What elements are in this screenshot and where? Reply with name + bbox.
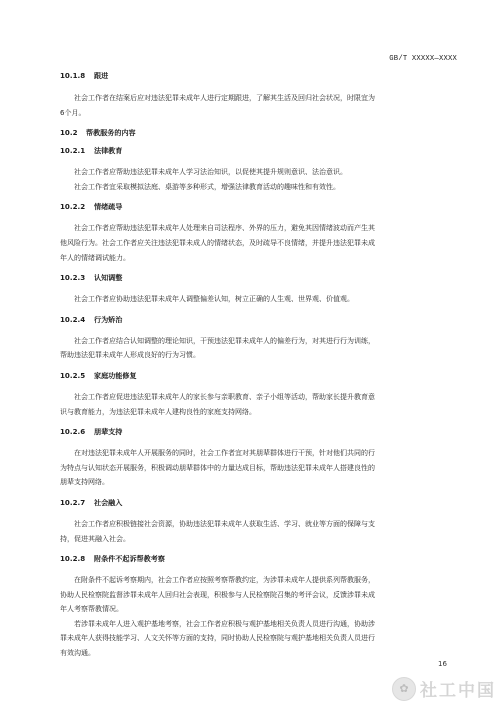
section-heading: [60, 202, 450, 212]
section-10-2-3: [60, 273, 450, 307]
body-paragraph: 社会工作者应积极链接社会资源，协助违法犯罪未成年人获取生活、学习、就业等方面的保障与支 持，促进其融入社会。: [60, 519, 375, 543]
section-heading: [60, 71, 450, 81]
section-title: 行为矫治: [94, 314, 123, 324]
body-paragraph: 社会工作者应帮助违法犯罪未成年人学习法治知识，以促使其提升规则意识、法治意识。: [74, 168, 347, 177]
watermark: [392, 676, 496, 701]
section-number: 10.2.2: [60, 202, 86, 212]
section-number: 10.1.8: [60, 71, 86, 80]
section-number: 10.2: [60, 128, 78, 138]
section-number: 10.2.7: [60, 497, 86, 507]
body-paragraph: 社会工作者应帮助违法犯罪未成年人处理来自司法程序、外界的压力，避免其因情绪波动而产生其 他风险行为。社会工作者应关注违法犯罪未成人的情绪状态，及时疏导不良情绪，并提升违法犯罪未成 年人的情绪调试能力。: [60, 224, 375, 262]
section-10-2-4: [60, 315, 450, 363]
section-number: 10.2.5: [60, 370, 86, 380]
body-paragraph: 社会工作者应结合认知调整的理论知识，干预违法犯罪未成年人的偏差行为，对其进行行为训练， 帮助违法犯罪未成年人形成良好的行为习惯。: [60, 336, 375, 360]
section-10-2-2: [60, 202, 450, 265]
section-heading: [60, 315, 450, 325]
section-heading: [60, 554, 450, 564]
body-paragraph: 社会工作者在结案后应对违法犯罪未成年人进行定期跟进，了解其生活及回归社会状况，时限宜为 6个月。: [60, 94, 375, 117]
section-heading: [60, 128, 450, 138]
body-paragraph: 社会工作者宜采取模拟法庭、桌游等多种形式，增强法律教育活动的趣味性和有效性。: [74, 182, 340, 191]
section-10-2-7: [60, 498, 450, 546]
body-paragraph: 社会工作者应促进违法犯罪未成年人的家长参与亲职教育、亲子小组等活动，帮助家长提升教育意 识与教育能力，为违法犯罪未成年人建构良性的家庭支持网络。: [60, 392, 375, 416]
section-title: 帮教服务的内容: [86, 128, 136, 138]
body-paragraph: 在附条件不起诉考察期内，社会工作者应按照考察帮教约定，为涉罪未成年人提供系列帮教服务， 协助人民检察院监督涉罪未成年人回归社会表现，积极参与人民检察院召集的考评会议，反馈涉罪未成 年人考察帮教情况。: [60, 576, 375, 614]
section-10-2: [60, 128, 450, 138]
section-title: 社会融入: [94, 497, 123, 507]
section-heading: [60, 427, 450, 437]
section-10-1-8: [60, 71, 450, 120]
section-number: 10.2.3: [60, 273, 86, 283]
section-heading: [60, 371, 450, 381]
section-number: 10.2.1: [60, 146, 86, 156]
section-heading: [60, 146, 450, 156]
document-body: [60, 71, 450, 661]
section-10-2-1: [60, 146, 450, 194]
section-10-2-6: [60, 427, 450, 490]
section-heading: [60, 273, 450, 283]
section-title: 跟进: [94, 71, 109, 80]
section-title: 家庭功能修复: [94, 370, 137, 380]
body-paragraph: 在对违法犯罪未成年人开展服务的同时，社会工作者宜对其朋辈群体进行干预，针对他们共同的行 为特点与认知状态开展服务，积极调动朋辈群体中的力量达成目标，帮助违法犯罪未成年人搭建良性的 朋辈支持网络。: [60, 449, 375, 487]
section-title: 法律教育: [94, 146, 123, 156]
social-work-logo-icon: ✿: [392, 677, 416, 701]
section-10-2-8: [60, 554, 450, 661]
page-number: 16: [438, 660, 447, 668]
section-number: 10.2.8: [60, 554, 86, 564]
body-paragraph: 社会工作者应协助违法犯罪未成年人调整偏差认知，树立正确的人生观、世界观、价值观。: [74, 295, 354, 304]
section-heading: [60, 498, 450, 508]
section-title: 认知调整: [94, 273, 123, 283]
section-title: 附条件不起诉帮教考察: [94, 554, 165, 564]
section-number: 10.2.6: [60, 427, 86, 437]
body-paragraph: 若涉罪未成年人进入观护基地考察，社会工作者应积极与观护基地相关负责人员进行沟通，协助涉 罪未成年人获得技能学习、人文关怀等方面的支持，同时协助人民检察院与观护基地相关负责人员进行 有效沟通。: [60, 619, 375, 658]
section-10-2-5: [60, 371, 450, 419]
section-title: 情绪疏导: [94, 202, 123, 212]
standard-code: GB/T XXXXX—XXXX: [389, 55, 457, 63]
section-number: 10.2.4: [60, 314, 86, 324]
watermark-text: 社工中国: [420, 681, 496, 701]
section-title: 朋辈支持: [94, 427, 123, 437]
